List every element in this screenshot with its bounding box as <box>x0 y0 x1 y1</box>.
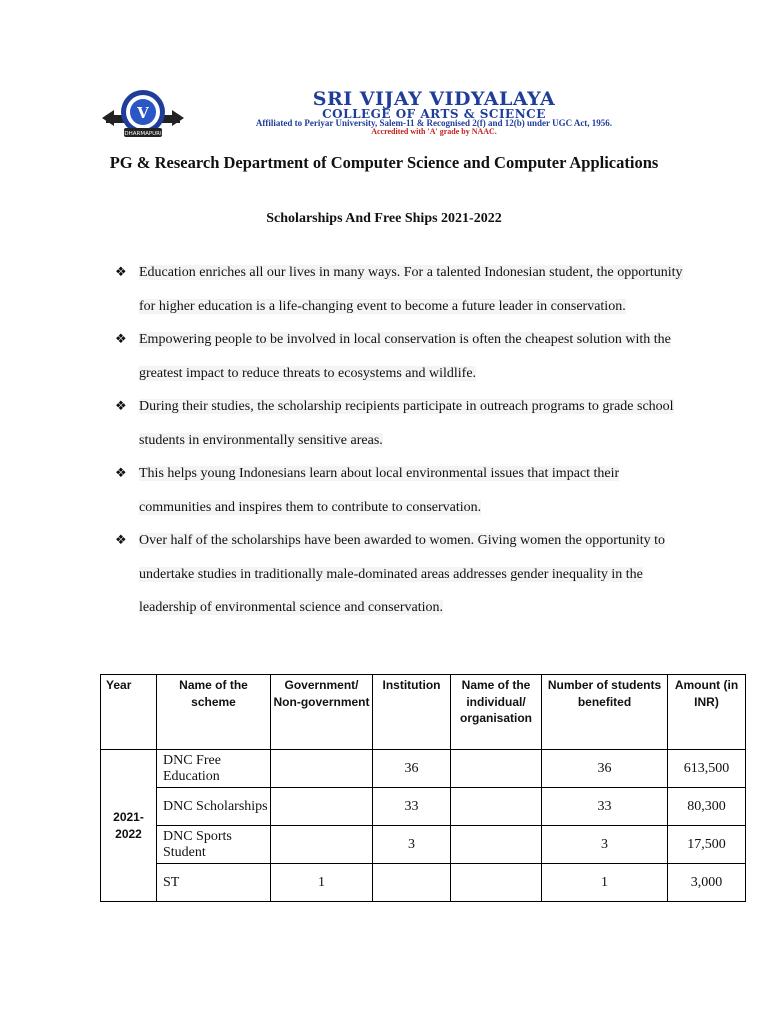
individual-cell <box>451 788 542 826</box>
bullet-text: Over half of the scholarships have been awarded to women. Giving women the opportunity to undertake studies in traditionally male-dominated areas addresses gender inequality in the leadership of environmental science and conservation. <box>139 533 666 615</box>
diamond-bullet-icon: ❖ <box>115 332 127 347</box>
header-amount: Amount (in INR) <box>668 675 746 750</box>
year-cell: 2021-2022 <box>101 750 157 902</box>
header-students: Number of students benefited <box>542 675 668 750</box>
students-cell: 3 <box>542 826 668 864</box>
list-item <box>115 390 685 457</box>
students-cell: 36 <box>542 750 668 788</box>
scheme-cell: DNC Scholarships <box>157 788 271 826</box>
bullet-text: Empowering people to be involved in local conservation is often the cheapest solution with the greatest impact to reduce threats to ecosystems and wildlife. <box>139 332 671 381</box>
college-accreditation: Accredited with 'A' grade by NAAC. <box>371 127 497 136</box>
table-header-row <box>101 675 746 750</box>
individual-cell <box>451 826 542 864</box>
diamond-bullet-icon: ❖ <box>115 265 127 280</box>
table-row <box>101 826 746 864</box>
scheme-cell: ST <box>157 864 271 902</box>
bullet-text: Education enriches all our lives in many ways. For a talented Indonesian student, the opportunity for higher education is a life-changing event to become a future leader in conservation. <box>139 265 683 314</box>
scheme-cell: DNC Sports Student <box>157 826 271 864</box>
bullet-text: During their studies, the scholarship recipients participate in outreach programs to grade school students in environmentally sensitive areas. <box>139 399 674 448</box>
header-year: Year <box>101 675 157 750</box>
header-government: Government/ Non-government <box>271 675 373 750</box>
amount-cell: 613,500 <box>668 750 746 788</box>
students-cell: 33 <box>542 788 668 826</box>
college-seal-logo <box>100 88 186 140</box>
list-item <box>115 256 685 323</box>
institution-cell: 33 <box>373 788 451 826</box>
amount-cell: 3,000 <box>668 864 746 902</box>
scheme-cell: DNC Free Education <box>157 750 271 788</box>
students-cell: 1 <box>542 864 668 902</box>
amount-cell: 80,300 <box>668 788 746 826</box>
table-row <box>101 864 746 902</box>
institution-cell: 36 <box>373 750 451 788</box>
individual-cell <box>451 864 542 902</box>
list-item <box>115 524 685 625</box>
individual-cell <box>451 750 542 788</box>
svg-text:V: V <box>137 104 149 122</box>
college-affiliation: Affiliated to Periyar University, Salem-11 & Recognised 2(f) and 12(b) under UGC Act, 1956. <box>255 118 613 128</box>
bullet-list <box>115 256 685 625</box>
govt-cell <box>271 826 373 864</box>
diamond-bullet-icon: ❖ <box>115 399 127 414</box>
department-title: PG & Research Department of Computer Science and Computer Applications <box>109 153 659 172</box>
college-name: SRI VIJAY VIDYALAYA <box>312 88 556 110</box>
govt-cell: 1 <box>271 864 373 902</box>
govt-cell <box>271 750 373 788</box>
table-row <box>101 788 746 826</box>
scholarship-table <box>100 674 746 902</box>
bullet-text: This helps young Indonesians learn about local environmental issues that impact their communities and inspires them to contribute to conservation. <box>139 466 620 515</box>
college-subtitle: COLLEGE OF ARTS & SCIENCE <box>322 107 546 121</box>
svg-text:DHARMAPURI: DHARMAPURI <box>124 131 162 137</box>
header-institution: Institution <box>373 675 451 750</box>
header-scheme: Name of the scheme <box>157 675 271 750</box>
institution-cell: 3 <box>373 826 451 864</box>
amount-cell: 17,500 <box>668 826 746 864</box>
table-row <box>101 750 746 788</box>
diamond-bullet-icon: ❖ <box>115 466 127 481</box>
section-title: Scholarships And Free Ships 2021-2022 <box>266 211 502 226</box>
list-item <box>115 323 685 390</box>
header-individual: Name of the individual/ organisation <box>451 675 542 750</box>
institution-cell <box>373 864 451 902</box>
govt-cell <box>271 788 373 826</box>
list-item <box>115 457 685 524</box>
diamond-bullet-icon: ❖ <box>115 533 127 548</box>
